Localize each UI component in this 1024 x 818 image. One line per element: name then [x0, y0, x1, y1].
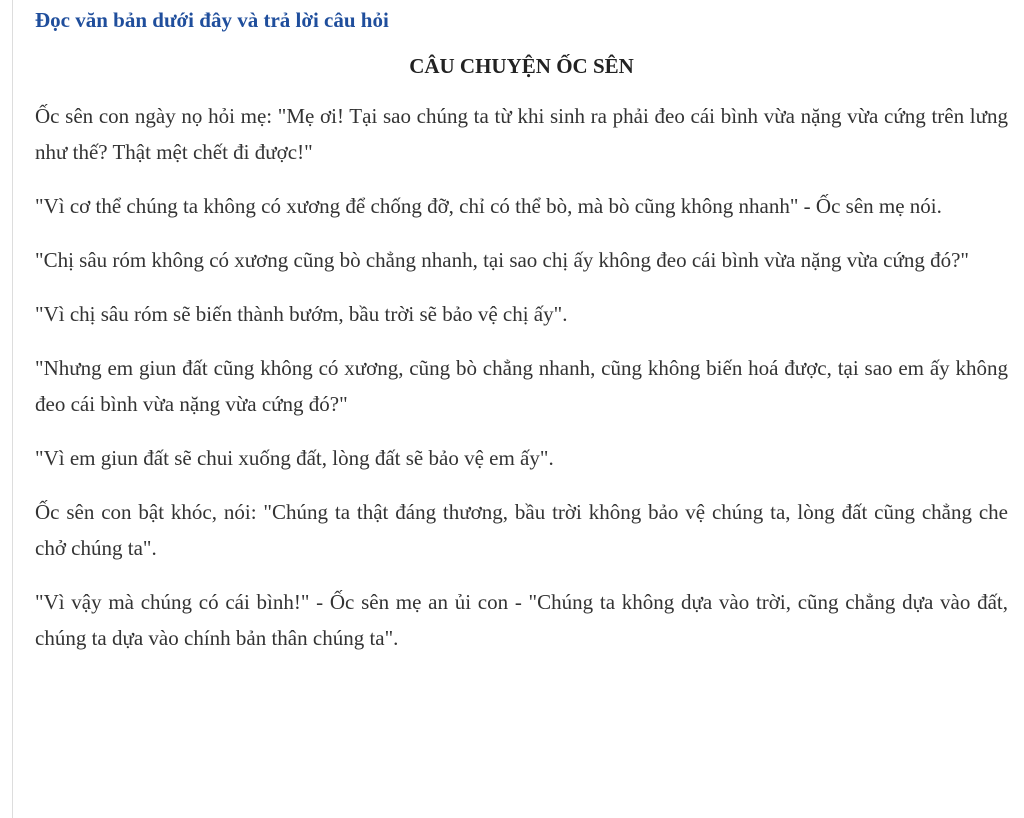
story-paragraph: Ốc sên con ngày nọ hỏi mẹ: "Mẹ ơi! Tại sao chúng ta từ khi sinh ra phải đeo cái bình vừa nặng vừa cứng trên lưng như thế? Thật mệt chết đi được!" [35, 104, 1008, 164]
story-paragraph: "Chị sâu róm không có xương cũng bò chẳng nhanh, tại sao chị ấy không đeo cái bình vừa nặng vừa cứng đó?" [35, 248, 969, 272]
story-paragraph: "Vì vậy mà chúng có cái bình!" - Ốc sên mẹ an ủi con - "Chúng ta không dựa vào trời, cũng chẳng dựa vào đất, chúng ta dựa vào chính bản thân chúng ta". [35, 590, 1008, 650]
story-paragraph: "Nhưng em giun đất cũng không có xương, cũng bò chẳng nhanh, cũng không biến hoá được, tại sao em ấy không đeo cái bình vừa nặng vừa cứng đó?" [35, 356, 1008, 416]
story-paragraph: "Vì cơ thể chúng ta không có xương để chống đỡ, chỉ có thể bò, mà bò cũng không nhanh" - Ốc sên mẹ nói. [35, 194, 942, 218]
instruction-heading: Đọc văn bản dưới đây và trả lời câu hỏi [35, 8, 389, 32]
story-paragraph: "Vì chị sâu róm sẽ biến thành bướm, bầu trời sẽ bảo vệ chị ấy". [35, 302, 568, 326]
story-paragraph: "Vì em giun đất sẽ chui xuống đất, lòng đất sẽ bảo vệ em ấy". [35, 446, 554, 470]
document-content [12, 0, 1024, 818]
story-paragraph: Ốc sên con bật khóc, nói: "Chúng ta thật đáng thương, bầu trời không bảo vệ chúng ta, lòng đất cũng chẳng che chở chúng ta". [35, 500, 1008, 560]
story-title: CÂU CHUYỆN ỐC SÊN [409, 54, 634, 78]
